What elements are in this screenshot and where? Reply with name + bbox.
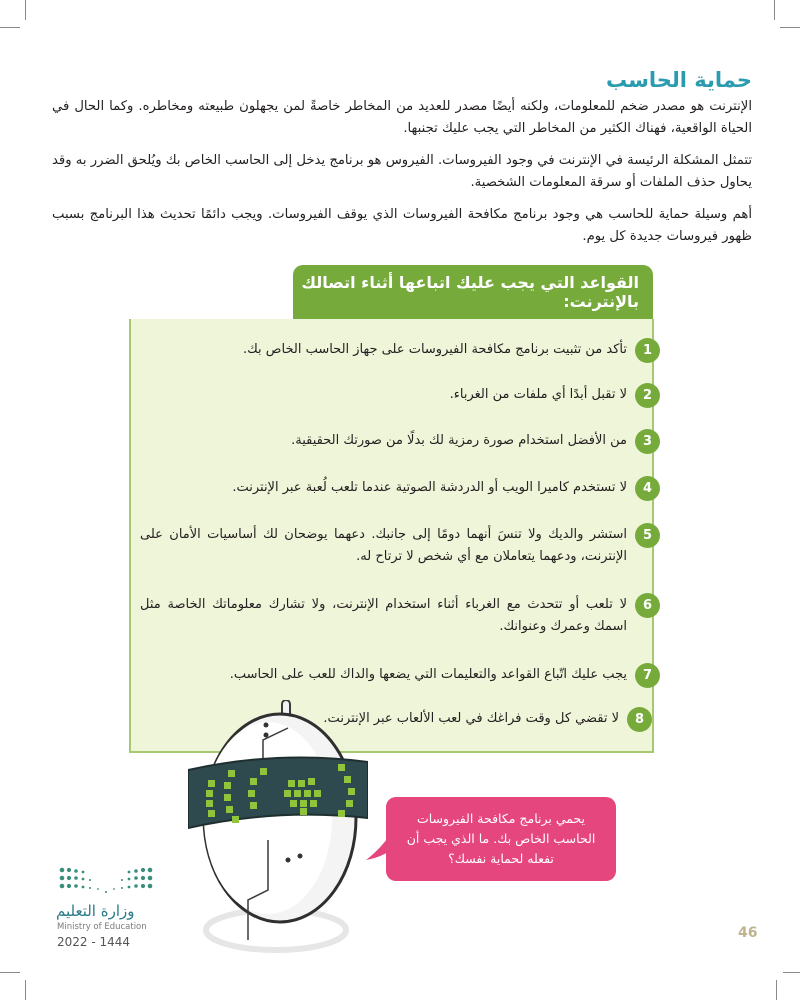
ministry-logo-icon bbox=[58, 866, 158, 896]
crop-mark bbox=[25, 0, 26, 20]
rules-header bbox=[293, 265, 653, 319]
robot-bolt bbox=[286, 858, 291, 863]
rule-number-badge: 7 bbox=[635, 663, 660, 688]
rule-text: استشر والديك ولا تنسَ أنهما دومًا إلى جانبك. دعهما يوضحان لك أساسيات الأمان على الإنترنت، ودعهما يتعاملان مع أي شخص لا ترتاح له. bbox=[140, 527, 627, 564]
rule-text: لا تقضي كل وقت فراغك في لعب الألعاب عبر الإنترنت. bbox=[323, 711, 619, 726]
ministry-name-arabic: وزارة التعليم bbox=[56, 902, 135, 920]
rule-number-badge: 2 bbox=[635, 383, 660, 408]
antivirus-paragraph: أهم وسيلة حماية للحاسب هي وجود برنامج مكافحة الفيروسات الذي يوقف الفيروسات. ويجب دائمًا تحديث هذا البرنامج بسبب ظهور فيروسات جديدة كل يوم. bbox=[52, 207, 752, 244]
rule-text: من الأفضل استخدام صورة رمزية لك بدلًا من صورتك الحقيقية. bbox=[291, 433, 627, 448]
crop-mark bbox=[25, 980, 26, 1000]
crop-mark bbox=[783, 972, 800, 973]
intro-paragraph: الإنترنت هو مصدر ضخم للمعلومات، ولكنه أيضًا مصدر للعديد من المخاطر خاصةً لمن يجهلون طبيعته ومخاطره. وكما الحال في الحياة الواقعية، فهناك الكثير من المخاطر التي يجب عليك تجنبها. bbox=[52, 99, 752, 136]
robot-bolt bbox=[298, 854, 303, 859]
rule-text: يجب عليك اتّباع القواعد والتعليمات التي يضعها والداك للعب على الحاسب. bbox=[229, 667, 627, 682]
rule-number-badge: 5 bbox=[635, 523, 660, 548]
robot-illustration bbox=[188, 700, 368, 960]
rule-item bbox=[140, 664, 660, 688]
rule-text: لا تستخدم كاميرا الويب أو الدردشة الصوتية عندما تلعب لُعبة عبر الإنترنت. bbox=[232, 480, 627, 495]
rule-number-badge: 4 bbox=[635, 476, 660, 501]
crop-mark bbox=[780, 27, 800, 28]
edition-year: 2022 - 1444 bbox=[57, 935, 131, 949]
crop-mark bbox=[0, 972, 20, 973]
rule-item bbox=[140, 384, 660, 408]
rule-number-badge: 8 bbox=[627, 707, 652, 732]
robot-bolt bbox=[264, 723, 269, 728]
page-number: 46 bbox=[738, 925, 758, 941]
viruses-paragraph: تتمثل المشكلة الرئيسة في الإنترنت في وجود الفيروسات. الفيروس هو برنامج يدخل إلى الحاسب الخاص بك ويُلحق الضرر به وقد يحاول حذف الملفات أو سرقة المعلومات الشخصية. bbox=[52, 153, 752, 190]
rule-item bbox=[140, 339, 660, 363]
rule-number-badge: 6 bbox=[635, 593, 660, 618]
rules-title: القواعد التي يجب عليك اتباعها أثناء اتصالك بالإنترنت: bbox=[301, 273, 639, 311]
rule-number-badge: 3 bbox=[635, 429, 660, 454]
ministry-name-english: Ministry of Education bbox=[57, 922, 147, 932]
speech-bubble bbox=[386, 797, 616, 881]
rule-item bbox=[140, 430, 660, 454]
rule-number-badge: 1 bbox=[635, 338, 660, 363]
rule-text: لا تقبل أبدًا أي ملفات من الغرباء. bbox=[449, 387, 627, 402]
crop-mark bbox=[774, 0, 775, 20]
crop-mark bbox=[0, 27, 20, 28]
rule-text: تأكد من تثبيت برنامج مكافحة الفيروسات على جهاز الحاسب الخاص بك. bbox=[242, 342, 627, 357]
rule-item bbox=[140, 524, 660, 568]
rule-item bbox=[140, 594, 660, 638]
speech-bubble-text: يحمي برنامج مكافحة الفيروسات الحاسب الخاص بك. ما الذي يجب أن تفعله لحماية نفسك؟ bbox=[406, 811, 596, 866]
rule-text: لا تلعب أو تتحدث مع الغرباء أثناء استخدام الإنترنت، ولا تشارك معلوماتك الخاصة مثل اسمك وعمرك وعنوانك. bbox=[140, 597, 627, 634]
robot-bolt bbox=[264, 733, 269, 738]
rule-item bbox=[140, 477, 660, 501]
crop-mark bbox=[776, 980, 777, 1000]
section-title: حماية الحاسب bbox=[605, 68, 752, 92]
